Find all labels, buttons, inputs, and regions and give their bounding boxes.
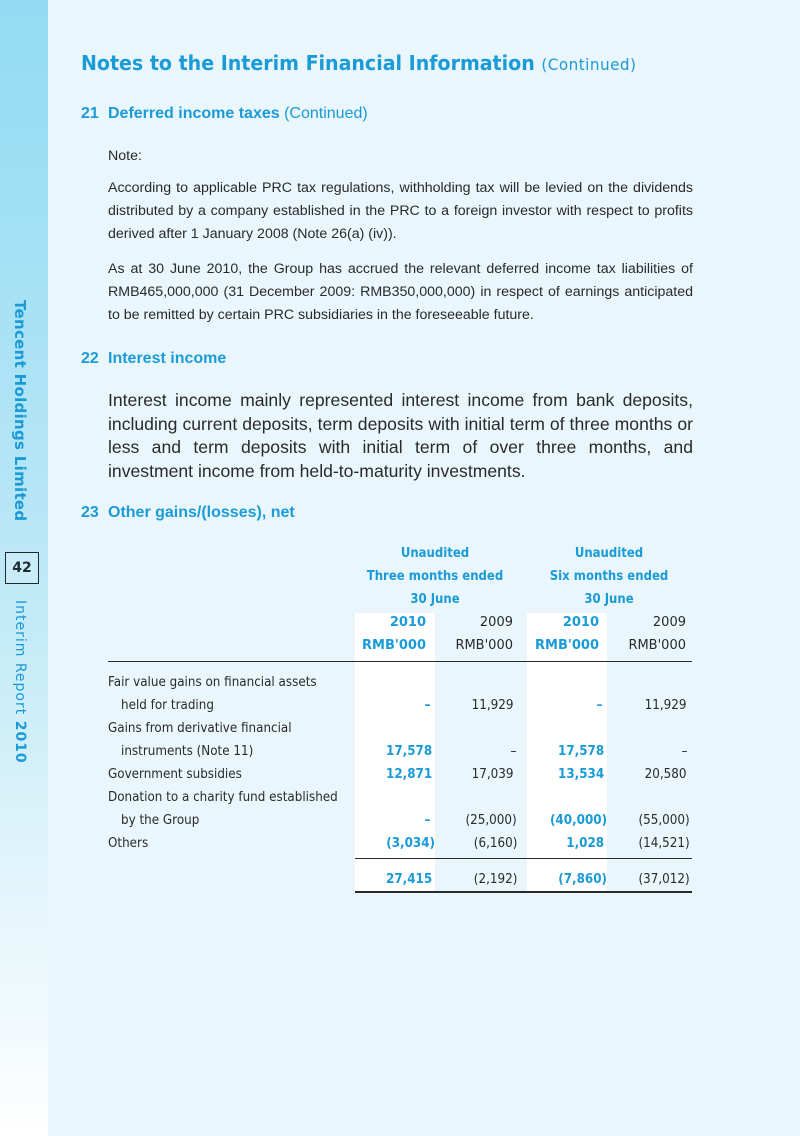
table-cell: (25,000) [465, 813, 517, 828]
table-cell: (6,160) [473, 836, 517, 851]
total-underline [355, 891, 692, 893]
page-title-continued: (Continued) [541, 55, 637, 74]
column-unit: RMB'000 [455, 638, 513, 653]
header-divider [108, 661, 692, 662]
section-21-number: 21 [81, 105, 99, 122]
table-cell: 1,028 [566, 836, 604, 851]
table-cell: – [681, 744, 687, 759]
section-21-heading [81, 105, 368, 123]
table-cell: – [424, 813, 430, 828]
column-year: 2010 [389, 615, 426, 630]
section-23-title: Other gains/(losses), net [108, 504, 295, 521]
section-21-paragraph-2: As at 30 June 2010, the Group has accrued the relevant deferred income tax liabilities of RMB465,000,000 (31 December 2009: RMB350,000,000) in respect of earnings anticipated to be remitted by certain PRC subsidiaries in the foreseeable future. [108, 261, 693, 323]
table-cell: – [596, 698, 602, 713]
table-cell: (40,000) [549, 813, 607, 828]
page-number: 42 [5, 552, 39, 584]
section-22-number: 22 [81, 350, 99, 367]
column-year: 2009 [479, 615, 513, 630]
table-cell: (55,000) [638, 813, 690, 828]
table-cell: 13,534 [557, 767, 604, 782]
column-group-header [528, 542, 690, 611]
company-name: Tencent Holdings Limited [11, 300, 29, 522]
section-21-continued: (Continued) [284, 105, 368, 122]
table-cell: – [510, 744, 516, 759]
column-group-header [354, 542, 516, 611]
total-cell: (2,192) [473, 872, 517, 887]
report-label-text: Interim Report [12, 600, 28, 716]
column-year: 2010 [562, 615, 599, 630]
group-line: 30 June [584, 592, 634, 607]
column-unit: RMB'000 [628, 638, 686, 653]
row-label: Others [108, 836, 149, 851]
report-year: 2010 [12, 720, 28, 764]
table-cell: (14,521) [638, 836, 690, 851]
report-label [12, 600, 28, 764]
column-year: 2009 [652, 615, 686, 630]
section-22-heading [81, 350, 226, 368]
group-line: Unaudited [400, 546, 470, 561]
table-cell: 11,929 [471, 698, 513, 713]
table-cell: – [424, 698, 430, 713]
row-label: held for trading [121, 698, 214, 713]
group-line: Three months ended [366, 569, 504, 584]
subtotal-line [355, 858, 692, 859]
section-21-title: Deferred income taxes [108, 105, 280, 122]
group-line: Six months ended [549, 569, 669, 584]
section-22-title: Interest income [108, 350, 227, 367]
table-cell: 12,871 [385, 767, 432, 782]
table-cell: (3,034) [386, 836, 435, 851]
note-label: Note: [108, 148, 142, 164]
total-cell: (7,860) [558, 872, 607, 887]
group-line: 30 June [410, 592, 460, 607]
section-23-heading [81, 504, 295, 522]
table-cell: 11,929 [644, 698, 686, 713]
group-line: Unaudited [574, 546, 644, 561]
total-cell: 27,415 [385, 872, 432, 887]
row-label: Government subsidies [108, 767, 242, 782]
section-21-paragraph-1: According to applicable PRC tax regulations, withholding tax will be levied on the dividends distributed by a company established in the PRC to a foreign investor with respect to profits derived after 1 January 2008 (Note 26(a) (iv)). [108, 180, 693, 242]
page-title [81, 51, 636, 75]
section-23-number: 23 [81, 504, 99, 521]
column-unit: RMB'000 [362, 638, 426, 653]
table-cell: 17,039 [471, 767, 513, 782]
section-22-paragraph: Interest income mainly represented interest income from bank deposits, including current deposits, term deposits with initial term of three months or less and term deposits with initial term of over three months, and investment income from held-to-maturity investments. [108, 390, 693, 482]
row-label: by the Group [121, 813, 200, 828]
column-unit: RMB'000 [535, 638, 599, 653]
table-cell: 17,578 [385, 744, 432, 759]
row-label: Fair value gains on financial assets [108, 675, 317, 690]
table-cell: 17,578 [557, 744, 604, 759]
total-cell: (37,012) [638, 872, 690, 887]
row-label: Gains from derivative financial [108, 721, 292, 736]
row-label: Donation to a charity fund established [108, 790, 338, 805]
table-cell: 20,580 [644, 767, 686, 782]
row-label: instruments (Note 11) [121, 744, 254, 759]
page-title-text: Notes to the Interim Financial Information [81, 51, 535, 75]
